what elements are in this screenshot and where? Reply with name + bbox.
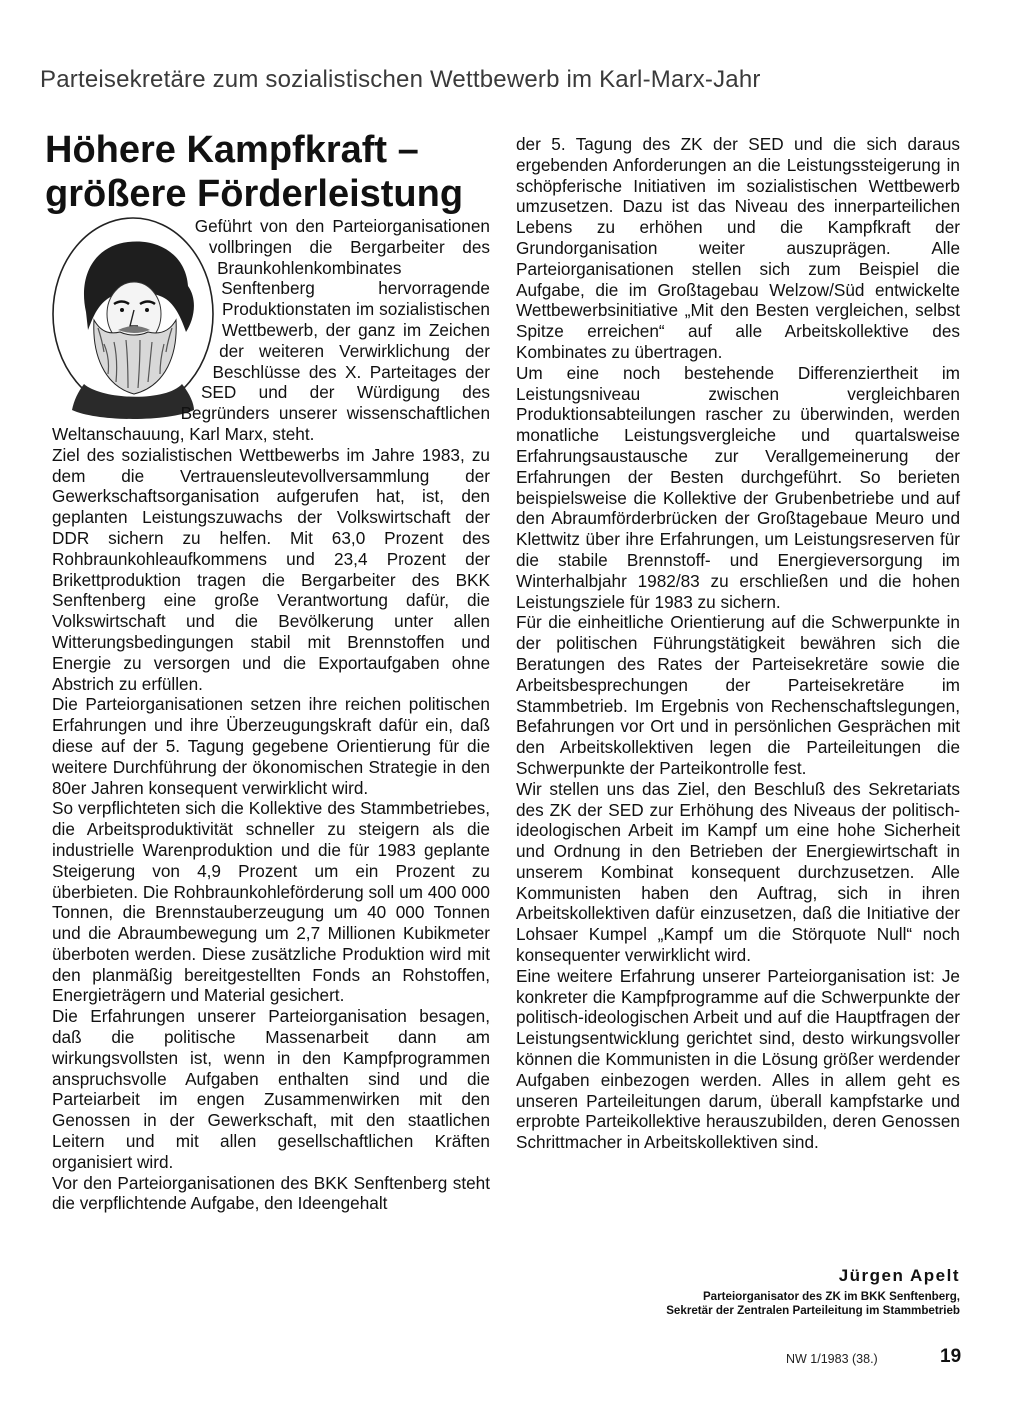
author-name: Jürgen Apelt <box>838 1266 960 1285</box>
paragraph: Die Parteiorganisationen setzen ihre reichen politischen Erfahrungen und ihre Überzeugungskraft dafür ein, daß diese auf der 5. Tagung gegebene Orientierung für die weitere Durchführung der ökonomischen Strategie in den 80er Jahren konsequent verwirklicht wird. <box>52 694 490 798</box>
article-kicker: Parteisekretäre zum sozialistischen Wettbewerb im Karl-Marx-Jahr <box>40 66 761 93</box>
paragraph: Um eine noch bestehende Differenziertheit im Leistungsniveau zwischen vergleichbaren Produktionsabteilungen rascher zu überwinden, werden monatliche Leistungsvergleiche und quartalsweise Erfahrungsaustausche zur Verallgemeinerung der Erfahrungen der Besten durchgeführt. So berieten beispielsweise die Kollektive der Grubenbetriebe und auf den Abraumförderbrücken der Großtagebaue Meuro und Klettwitz über ihre Erfahrungen, um Leistungsreserven für die stabile Brennstoff- und Energieversorgung im Winterhalbjahr 1982/83 zu erschließen und die hohen Leistungsziele für 1983 zu sichern. <box>516 362 960 612</box>
issue-reference: NW 1/1983 (38.) <box>786 1352 878 1366</box>
paragraph: Wir stellen uns das Ziel, den Beschluß des Sekretariats des ZK der SED zur Erhöhung des Niveaus der politisch-ideologischen Arbeit im Kampf um eine hohe Sicherheit und Ordnung in den Betrieben der Energiewirtschaft in unserem Kombinat konsequent durchzusetzen. Alle Kommunisten haben den Auftrag, sich in ihren Arbeitskollektiven dafür einzusetzen, daß die Initiative der Lohsaer Kumpel „Kampf um die Störquote Null“ noch konsequenter verwirklicht wird. <box>516 778 960 966</box>
left-column <box>52 216 490 1214</box>
paragraph: Geführt von den Parteiorganisationen vollbringen die Bergarbeiter des Braunkohlenkombinates Senftenberg hervorragende Produktionstaten im sozialistischen Wettbewerb, der ganz im Zeichen der weiteren Verwirklichung der Beschlüsse des X. Parteitages der SED und der Würdigung des Begründers unserer wissenschaftlichen Weltanschauung, Karl Marx, steht. <box>52 216 490 444</box>
author-role-line-2: Sekretär der Zentralen Parteileitung im Stammbetrieb <box>666 1304 960 1317</box>
paragraph: Für die einheitliche Orientierung auf die Schwerpunkte in der politischen Führungstätigkeit bewähren sich die Beratungen des Rates der Parteisekretäre sowie die Arbeitsbesprechungen der Parteisekretäre im Stammbetrieb. Im Ergebnis von Rechenschaftslegungen, Befahrungen vor Ort und in persönlichen Gesprächen mit den Arbeitskollektiven legen die Parteileitungen die Schwerpunkte der Parteikontrolle fest. <box>516 612 960 778</box>
paragraph: Die Erfahrungen unserer Parteiorganisation besagen, daß die politische Massenarbeit dann am wirkungsvollsten ist, wenn in den Kampfprogrammen anspruchsvolle Aufgaben enthalten sind und die Parteiarbeit im engen Zusammenwirken mit den Genossen in der Gewerkschaft, mit den staatlichen Leitern und mit allen gesellschaftlichen Kräften organisiert wird. <box>52 1006 490 1172</box>
page-number: 19 <box>940 1346 962 1367</box>
paragraph: der 5. Tagung des ZK der SED und die sich daraus ergebenden Anforderungen an die Leistungssteigerung in schöpferische Initiativen im sozialistischen Wettbewerb umzusetzen. Dazu ist das Niveau des innerparteilichen Lebens zu erhöhen und die Kampfkraft der Grundorganisation weiter auszuprägen. Alle Parteiorganisationen stellen sich zum Beispiel die Aufgabe, die im Großtagebau Welzow/Süd entwickelte Wettbewerbsinitiative „Mit den Besten vergleichen, selbst Spitze erreichen“ auf alle Arbeitskollektive des Kombinates zu übertragen. <box>516 134 960 362</box>
headline-line-1: Höhere Kampfkraft – <box>45 129 419 171</box>
paragraph: Ziel des sozialistischen Wettbewerbs im Jahre 1983, zu dem die Vertrauensleutevollversammlung der Gewerkschaftsorganisation aufgerufen hat, ist, den geplanten Leistungszuwachs der Volkswirtschaft der DDR sichern zu helfen. Mit 63,0 Prozent des Rohbraunkohleaufkommens und 23,4 Prozent der Brikettproduktion tragen die Bergarbeiter des BKK Senftenberg eine große Verantwortung dafür, die Volkswirtschaft und die Bevölkerung unter allen Witterungsbedingungen stabil mit Brennstoffen und Energie zu versorgen und die Exportaufgaben ohne Abstrich zu erfüllen. <box>52 444 490 694</box>
paragraph: Eine weitere Erfahrung unserer Parteiorganisation ist: Je konkreter die Kampfprogramme auf die Schwerpunkte der politisch-ideologischen Arbeit und auf die Hauptfragen der Leistungsentwicklung gerichtet sind, desto wirkungsvoller können die Kommunisten in die Lösung größer werdender Aufgaben einbezogen werden. Alles in allem geht es unseren Parteileitungen darum, überall kampfstarke und erprobte Parteikollektive herauszubilden, deren Genossen Schrittmacher in Arbeitskollektiven sind. <box>516 965 960 1153</box>
paragraph: Vor den Parteiorganisationen des BKK Senftenberg steht die verpflichtende Aufgabe, den Ideengehalt <box>52 1172 490 1214</box>
article-headline <box>45 128 485 216</box>
paragraph: So verpflichteten sich die Kollektive des Stammbetriebes, die Arbeitsproduktivität schneller zu steigern als die industrielle Warenproduktion und die für 1983 geplante Steigerung von 4,9 Prozent um ein Prozent zu überbieten. Die Rohbraunkohleförderung soll um 400 000 Tonnen, die Brennstauberzeugung um 40 000 Tonnen und die Abraumbewegung um 2,7 Millionen Kubikmeter überboten werden. Diese zusätzliche Produktion wird mit den planmäßig bereitgestellten Fonds an Rohstoffen, Energieträgern und Material gesichert. <box>52 798 490 1006</box>
headline-line-2: größere Förderleistung <box>45 173 464 215</box>
author-role-line-1: Parteiorganisator des ZK im BKK Senftenberg, <box>702 1290 960 1303</box>
author-affiliation <box>666 1290 960 1318</box>
right-column <box>516 134 960 1153</box>
karl-marx-portrait-icon <box>48 216 218 428</box>
